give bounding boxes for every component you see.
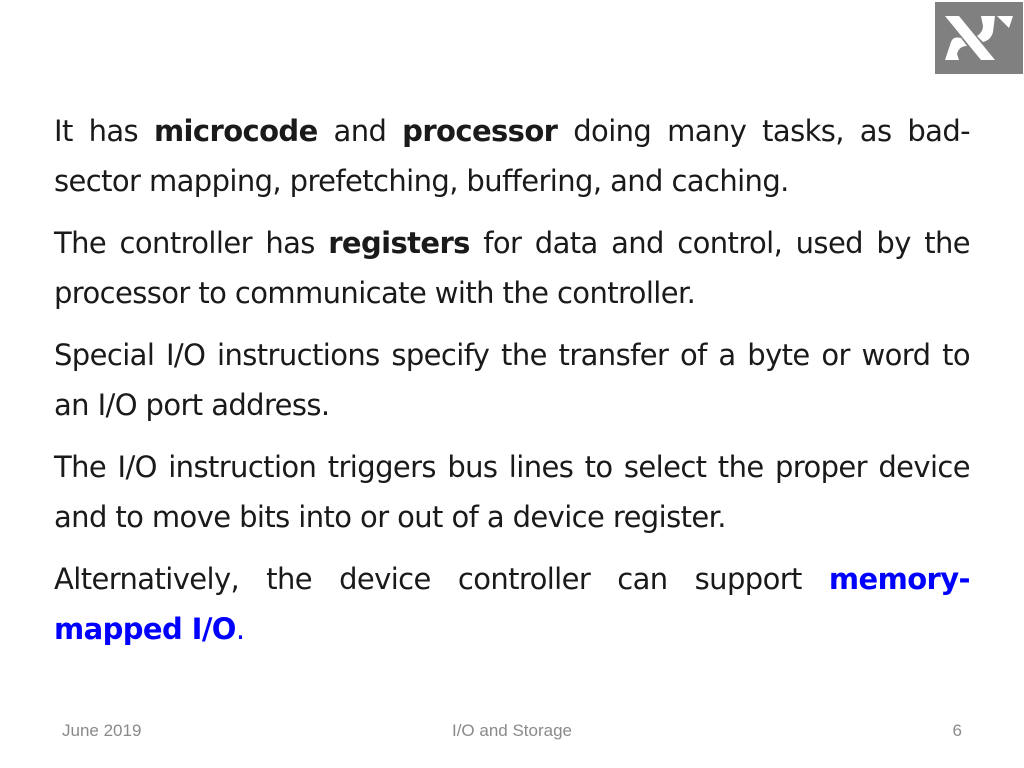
paragraph-registers: [54, 218, 970, 318]
aleph-logo-icon: [935, 2, 1023, 74]
paragraph-special-io: [54, 330, 970, 430]
term-memory-mapped-io: memory-mapped I/O: [54, 562, 970, 646]
term-registers: registers: [328, 226, 470, 260]
slide-body: [54, 106, 970, 666]
term-processor: processor: [402, 114, 558, 148]
footer-page-number: 6: [952, 721, 962, 740]
para-text: The controller has: [54, 226, 329, 260]
para-text: for data and control, used by the processor to communicate with the controller.: [54, 226, 971, 310]
paragraph-bus-lines: [54, 442, 970, 542]
term-microcode: microcode: [153, 114, 318, 148]
footer-title: I/O and Storage: [451, 721, 573, 740]
para-text: The I/O instruction triggers bus lines to select the proper device and to move bits into or out of a device register.: [54, 450, 970, 534]
para-text: and: [317, 114, 403, 148]
paragraph-microcode: [54, 106, 970, 206]
para-text: Alternatively, the device controller can support: [54, 562, 829, 596]
para-text: It has: [54, 114, 154, 148]
footer-date: June 2019: [62, 721, 142, 740]
para-period: .: [235, 612, 245, 646]
para-text: doing many tasks, as bad-sector mapping, prefetching, buffering, and caching.: [54, 114, 971, 198]
para-text: Special I/O instructions specify the transfer of a byte or word to an I/O port address.: [54, 338, 970, 422]
paragraph-memory-mapped: [54, 554, 970, 654]
